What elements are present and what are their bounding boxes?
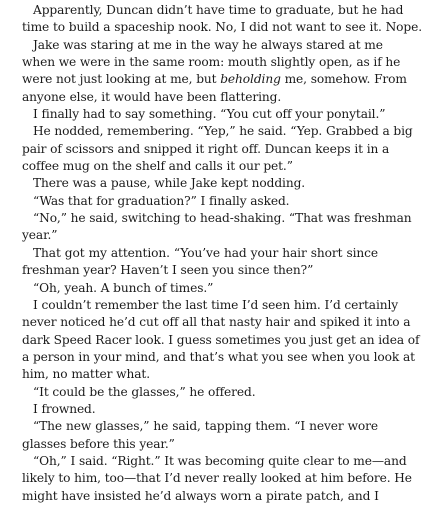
text-line: a person in your mind, and that’s what you see when you look at — [22, 349, 415, 364]
text-line: “The new glasses,” he said, tapping them. “I never wore — [33, 419, 378, 434]
text-line: Apparently, Duncan didn’t have time to graduate, but he had — [33, 3, 404, 17]
text-line: anyone else, it would have been flattering. — [22, 89, 282, 104]
text-line: “Was that for graduation?” I finally asked. — [33, 193, 290, 208]
text-line: time to build a spaceship nook. No, I did not want to see it. Nope. — [22, 20, 422, 35]
text-line: pair of scissors and snipped it right off. Duncan keeps it in a — [22, 141, 390, 156]
text-line: never noticed he’d cut off all that nasty hair and spiked it into a — [22, 315, 411, 330]
text-line: I couldn’t remember the last time I’d seen him. I’d certainly — [33, 297, 399, 312]
text-line: year.” — [22, 228, 58, 243]
text-line: Jake was staring at me in the way he always stared at me — [33, 37, 383, 52]
text-line: “No,” he said, switching to head-shaking. “That was freshman — [33, 211, 412, 226]
text-line: him, no matter what. — [22, 367, 150, 382]
text-line — [22, 71, 407, 88]
text-line: That got my attention. “You’ve had your hair short since — [33, 245, 378, 260]
text-line: I finally had to say something. “You cut off your ponytail.” — [33, 107, 386, 122]
text-line: coffee mug on the shelf and calls it our pet.” — [22, 159, 293, 174]
text-line: “Oh, yeah. A bunch of times.” — [33, 280, 214, 295]
text-line: glasses before this year.” — [22, 436, 175, 451]
text-line: might have insisted he’d always worn a pirate patch, and I — [22, 488, 379, 503]
italic-text: beholding — [220, 72, 281, 87]
text-line: dark Speed Racer look. I guess sometimes you just get an idea of — [22, 332, 420, 347]
text-line: “Oh,” I said. “Right.” It was becoming quite clear to me—and — [33, 453, 407, 468]
text-line: There was a pause, while Jake kept nodding. — [33, 176, 306, 191]
text-line: freshman year? Haven’t I seen you since then?” — [22, 263, 314, 278]
page-text-block — [22, 2, 422, 505]
text-line: “It could be the glasses,” he offered. — [33, 384, 256, 399]
text-line: likely to him, too—that I’d never really looked at him before. He — [22, 471, 412, 486]
text-line: when we were in the same room: mouth slightly open, as if he — [22, 55, 401, 70]
text-line: I frowned. — [33, 401, 96, 416]
text-span: were not just looking at me, but — [22, 72, 221, 87]
text-line: He nodded, remembering. “Yep,” he said. “Yep. Grabbed a big — [33, 124, 413, 139]
text-span: me, somehow. From — [280, 72, 407, 87]
